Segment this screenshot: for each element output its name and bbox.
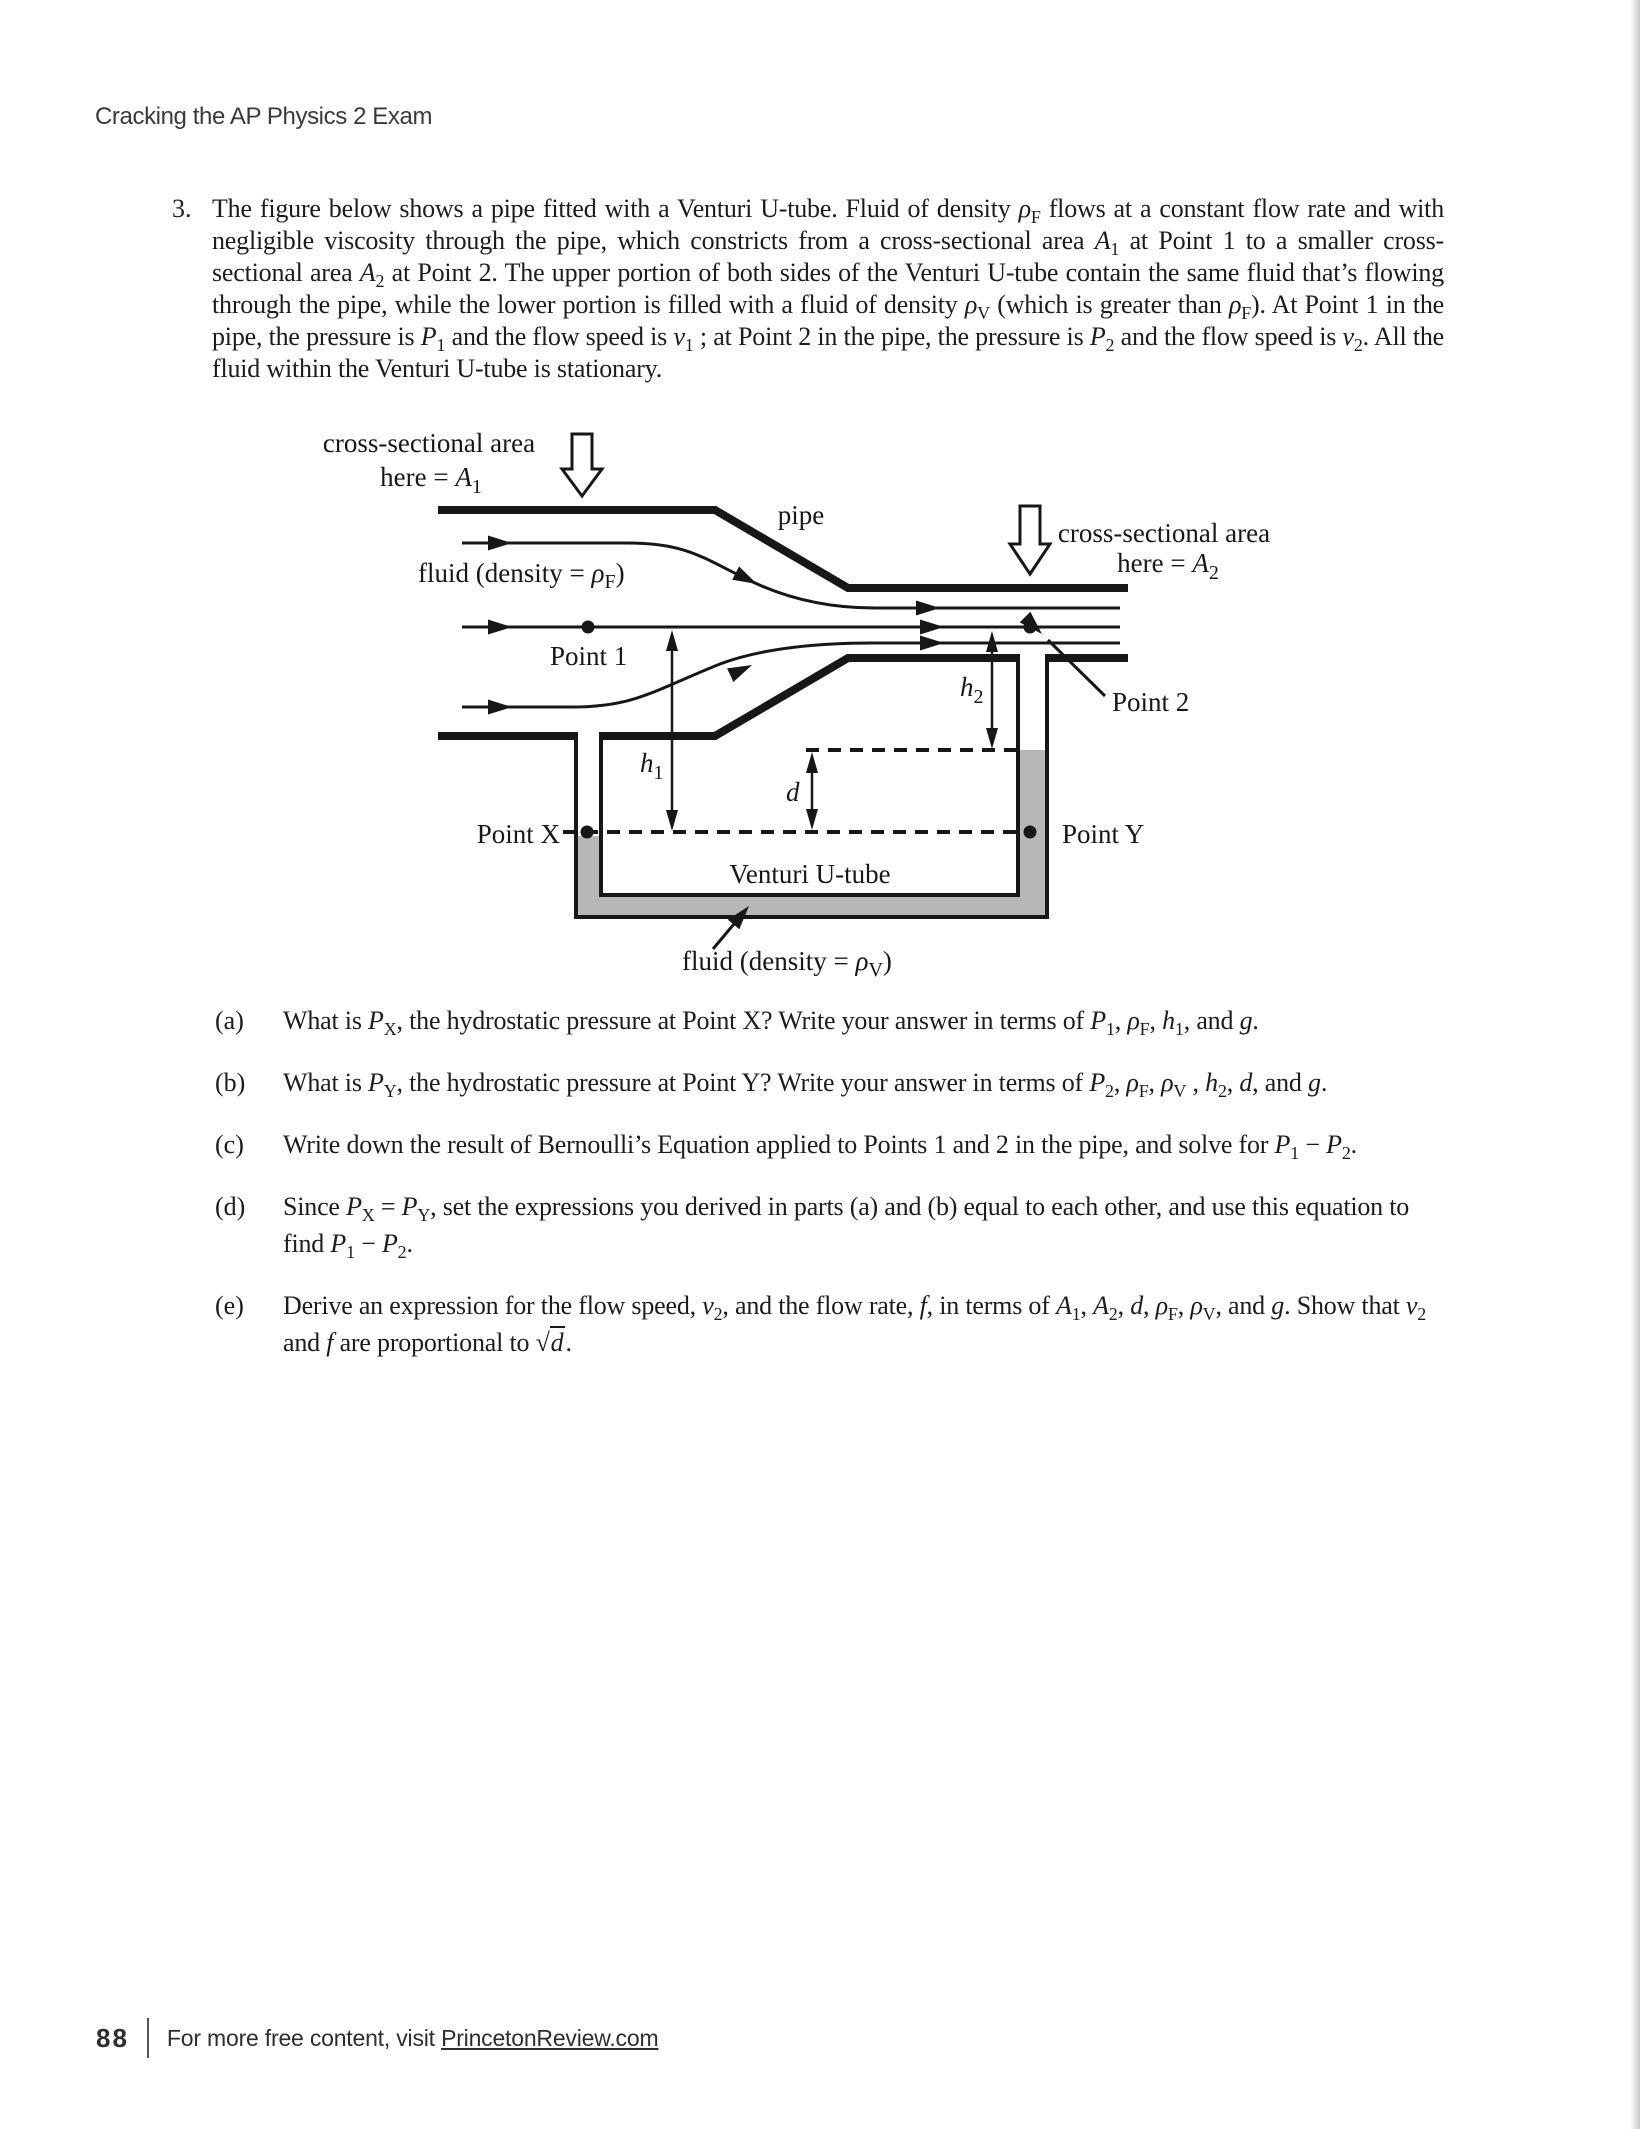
question-text: Since $P_X = P_Y$, set the expressions you derived in parts (a) and (b) equal to each other, and use this equation to find $P_1 - P_2$. xyxy=(283,1192,1410,1262)
h2-label: $h_2$ xyxy=(960,672,984,708)
question-label: (c) xyxy=(215,1130,244,1159)
a1-down-arrow-icon xyxy=(562,434,602,496)
flow-arrowhead xyxy=(916,601,940,616)
question-label: (b) xyxy=(215,1068,246,1097)
h1-arrowhead-down xyxy=(666,810,678,831)
page-footer xyxy=(96,2018,658,2058)
pipe-wall-bottom-middle xyxy=(599,658,1020,736)
question-item xyxy=(215,1287,1448,1361)
venturi-diagram xyxy=(305,415,1290,980)
question-label: (e) xyxy=(215,1291,244,1320)
flow-arrowhead xyxy=(732,566,760,590)
flow-arrowhead xyxy=(488,700,512,715)
h2-arrowhead-down xyxy=(986,728,998,749)
point-y-label: Point Y xyxy=(1062,819,1145,849)
fluid-f-label: fluid (density = $\rho_F$) xyxy=(418,558,625,593)
flow-arrowhead xyxy=(727,658,755,682)
point-1-dot xyxy=(582,621,595,634)
point-x-label: Point X xyxy=(476,819,560,849)
problem-text: The figure below shows a pipe fitted with a Venturi U-tube. Fluid of density $\rho_F$ flows at a constant flow rate and with negligible viscosity through the pipe, which constricts from a cross-sectional area $A_1$ at Point 1 to a smaller cross-sectional area $A_2$ at Point 2. The upper portion of both sides of the Venturi U-tube contain the same fluid that’s flowing through the pipe, while the lower portion is filled with a fluid of density $\rho_V$ (which is greater than $\rho_F$). At Point 1 in the pipe, the pressure is $P_1$ and the flow speed is $v_1$ ; at Point 2 in the pipe, the pressure is $P_2$ and the flow speed is $v_2$. All the fluid within the Venturi U-tube is stationary. xyxy=(212,194,1445,383)
point-y-dot xyxy=(1024,826,1037,839)
question-text: Derive an expression for the flow speed, $v_2$, and the flow rate, f, in terms of $A_1$, $A_2$, d, $\rho_F$, $\rho_V$, and g. Show that $v_2$ and f are proportional to √d. xyxy=(283,1291,1427,1357)
footer-divider xyxy=(147,2018,149,2058)
flow-arrowhead xyxy=(920,636,944,651)
d-label: d xyxy=(786,777,800,807)
flow-arrowhead xyxy=(488,620,512,635)
point-2-dot xyxy=(1024,621,1037,634)
problem-number: 3. xyxy=(172,194,192,223)
flow-arrowhead xyxy=(488,536,512,551)
question-text: What is $P_Y$, the hydrostatic pressure at Point Y? Write your answer in terms of $P_2$, $\rho_F$, $\rho_V$ , $h_2$, d, and g. xyxy=(283,1068,1328,1101)
princeton-review-link[interactable]: PrincetonReview.com xyxy=(441,2024,659,2051)
d-arrowhead-up xyxy=(806,752,818,773)
a2-down-arrow-icon xyxy=(1010,506,1050,574)
question-label: (a) xyxy=(215,1006,244,1035)
question-text: Write down the result of Bernoulli’s Equation applied to Points 1 and 2 in the pipe, and solve for $P_1 - P_2$. xyxy=(283,1130,1357,1163)
question-text: What is $P_X$, the hydrostatic pressure at Point X? Write your answer in terms of $P_1$, $\rho_F$, $h_1$, and g. xyxy=(283,1006,1259,1039)
problem-3 xyxy=(172,193,1444,385)
question-label: (d) xyxy=(215,1192,246,1221)
point-2-label: Point 2 xyxy=(1112,687,1190,717)
question-item xyxy=(215,1002,1448,1039)
pipe-label: pipe xyxy=(777,500,825,530)
a2-area-label-line1: cross-sectional area xyxy=(1057,518,1271,548)
question-item xyxy=(215,1126,1448,1163)
page-header: Cracking the AP Physics 2 Exam xyxy=(95,103,433,130)
page-edge-shading xyxy=(1630,0,1640,2129)
h1-label: $h_1$ xyxy=(640,748,664,784)
page-number: 88 xyxy=(96,2022,129,2053)
venturi-u-tube-label: Venturi U-tube xyxy=(729,859,891,889)
a1-area-label-line2: here = $A_1$ xyxy=(380,462,482,498)
point-x-dot xyxy=(581,826,594,839)
h1-arrowhead-up xyxy=(666,630,678,651)
question-list xyxy=(215,1002,1448,1386)
d-arrowhead-down xyxy=(806,809,818,830)
fluid-v-label: fluid (density = $\rho_V$) xyxy=(682,946,892,980)
point2-pointer-line xyxy=(1048,640,1105,696)
a1-area-label-line1: cross-sectional area xyxy=(322,428,536,458)
footer-text: For more free content, visit PrincetonReview.com xyxy=(166,2024,659,2051)
question-item xyxy=(215,1064,1448,1101)
point-1-label: Point 1 xyxy=(550,641,628,671)
question-item xyxy=(215,1188,1448,1262)
a2-area-label-line2: here = $A_2$ xyxy=(1117,548,1219,584)
flow-arrowhead xyxy=(920,620,944,635)
